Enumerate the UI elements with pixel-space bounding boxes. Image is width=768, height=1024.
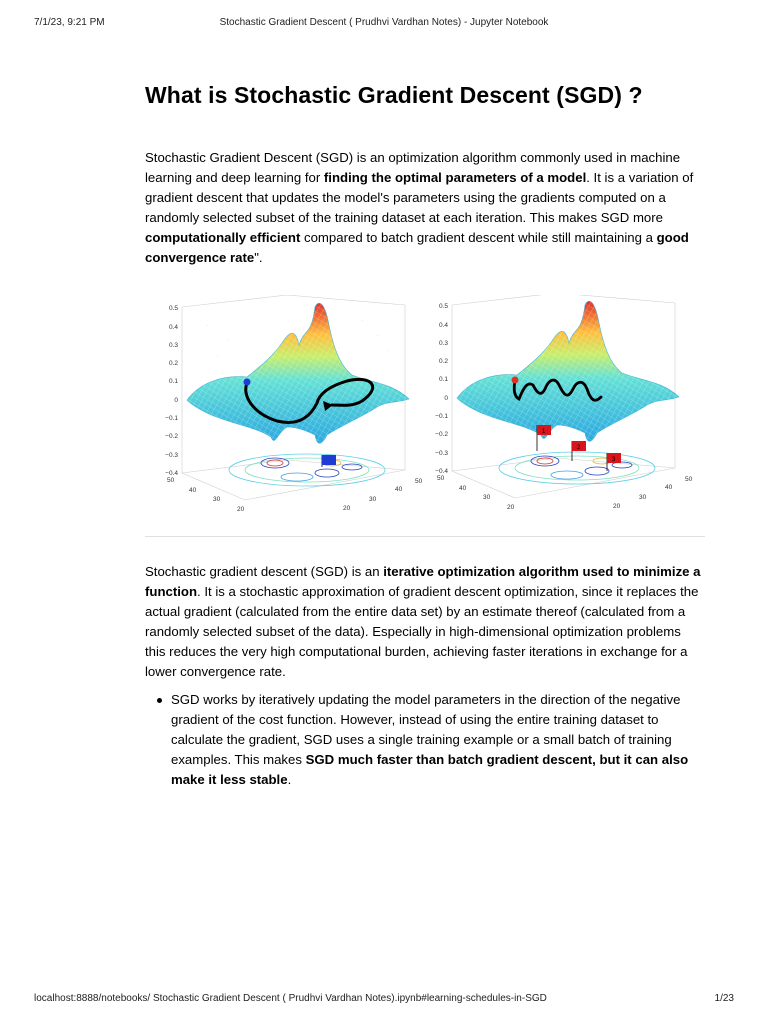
y-tick-label: 20 <box>237 506 245 513</box>
x-tick-label: 40 <box>395 486 403 493</box>
z-tick-label: 0.4 <box>168 324 178 331</box>
right-x-ticks <box>613 476 693 510</box>
x-tick-label: 50 <box>685 476 693 483</box>
left-z-ticks <box>165 305 178 477</box>
left-start-point <box>244 379 251 386</box>
z-tick-label: 0.1 <box>168 378 178 385</box>
z-tick-label: 0 <box>444 395 448 402</box>
x-tick-label: 30 <box>369 496 377 503</box>
bold-run: finding the optimal parameters of a model <box>323 170 587 185</box>
y-tick-label: 40 <box>459 485 467 492</box>
section-divider <box>145 536 705 537</box>
z-tick-label: −0.2 <box>165 433 178 440</box>
z-tick-label: 0.1 <box>438 376 448 383</box>
y-tick-label: 40 <box>189 487 197 494</box>
definition-paragraph <box>145 562 705 682</box>
text-run: Stochastic gradient descent (SGD) is an <box>145 564 384 579</box>
flag-number: 2 <box>577 445 581 451</box>
text-run: SGD works by iteratively updating the model parameters in the direction of the negative gradient of the cost function. However, instead of using the entire training dataset to calculate the gradient, SGD uses a single training example or a small batch of training examples. This makes <box>171 692 681 767</box>
bold-run: good convergence rate <box>145 230 689 265</box>
z-tick-label: 0 <box>174 397 178 404</box>
z-tick-label: 0.5 <box>438 303 448 310</box>
y-tick-label: 30 <box>213 496 221 503</box>
x-tick-label: 50 <box>415 478 423 485</box>
bold-run: iterative optimization algorithm used to minimize a function <box>145 564 701 599</box>
x-tick-label: 20 <box>343 505 351 512</box>
text-run: Stochastic Gradient Descent (SGD) is an optimization algorithm commonly used in machine learning and deep learning for <box>145 150 681 185</box>
x-tick-label: 40 <box>665 484 673 491</box>
x-tick-label: 30 <box>639 494 647 501</box>
list-item <box>145 690 705 790</box>
left-plot <box>165 295 422 513</box>
left-x-ticks <box>343 478 423 512</box>
bold-run: computationally efficient <box>145 230 301 245</box>
text-run: . <box>287 772 292 787</box>
right-plot <box>435 295 692 511</box>
right-contours <box>499 452 655 484</box>
z-tick-label: 0.2 <box>168 360 178 367</box>
text-run: . It is a stochastic approximation of gradient descent optimization, since it replaces the actual gradient (calculated from the entire data set) by an estimate thereof (calculated from a randomly selected subset of the data). Especially in high-dimensional optimization problems this reduces the very high computational burden, achieving faster iterations in exchange for a lower convergence rate. <box>145 584 699 679</box>
right-start-point <box>512 377 519 384</box>
print-url: localhost:8888/notebooks/ Stochastic Gradient Descent ( Prudhvi Vardhan Notes).ipynb#learning-schedules-in-SGD <box>34 993 547 1004</box>
z-tick-label: −0.2 <box>435 431 448 438</box>
y-tick-label: 30 <box>483 494 491 501</box>
z-tick-label: −0.4 <box>435 468 448 475</box>
x-tick-label: 20 <box>613 503 621 510</box>
page-number: 1/23 <box>714 993 734 1004</box>
print-date: 7/1/23, 9:21 PM <box>34 17 105 28</box>
right-surface-mesh <box>457 301 679 441</box>
page-title: What is Stochastic Gradient Descent (SGD) ? <box>145 82 643 108</box>
flag-number: 3 <box>612 457 616 463</box>
z-tick-label: −0.3 <box>435 450 448 457</box>
z-tick-label: 0.3 <box>168 342 178 349</box>
z-tick-label: 0.2 <box>438 358 448 365</box>
left-goal-flag <box>322 455 336 465</box>
print-footer <box>0 993 768 1007</box>
z-tick-label: −0.1 <box>165 415 178 422</box>
intro-paragraph <box>145 148 705 268</box>
z-tick-label: 0.3 <box>438 340 448 347</box>
sgd-surface-plots <box>147 295 707 515</box>
bullet-list <box>145 690 705 790</box>
z-tick-label: 0.5 <box>168 305 178 312</box>
right-flags <box>537 425 621 471</box>
bullet-dot <box>157 698 162 703</box>
left-contours <box>229 454 385 486</box>
bold-run: SGD much faster than batch gradient descent, but it can also make it less stable <box>171 752 689 787</box>
print-document-title: Stochastic Gradient Descent ( Prudhvi Vardhan Notes) - Jupyter Notebook <box>219 17 549 28</box>
y-tick-label: 50 <box>437 475 445 482</box>
text-run: . It is a variation of gradient descent that updates the model's parameters using the gradients computed on a randomly selected subset of the training dataset at each iteration. This makes SGD more <box>145 170 694 225</box>
text-run: ". <box>254 250 263 265</box>
z-tick-label: −0.3 <box>165 452 178 459</box>
print-header <box>0 17 768 31</box>
sgd-surface-figure <box>147 295 707 515</box>
text-run: compared to batch gradient descent while still maintaining a <box>300 230 657 245</box>
z-tick-label: −0.1 <box>435 413 448 420</box>
z-tick-label: −0.4 <box>165 470 178 477</box>
flag-number: 1 <box>542 429 546 435</box>
y-tick-label: 50 <box>167 477 175 484</box>
list-item-text <box>171 690 705 790</box>
z-tick-label: 0.4 <box>438 322 448 329</box>
y-tick-label: 20 <box>507 504 515 511</box>
right-z-ticks <box>435 303 448 475</box>
notebook-content <box>145 80 705 787</box>
